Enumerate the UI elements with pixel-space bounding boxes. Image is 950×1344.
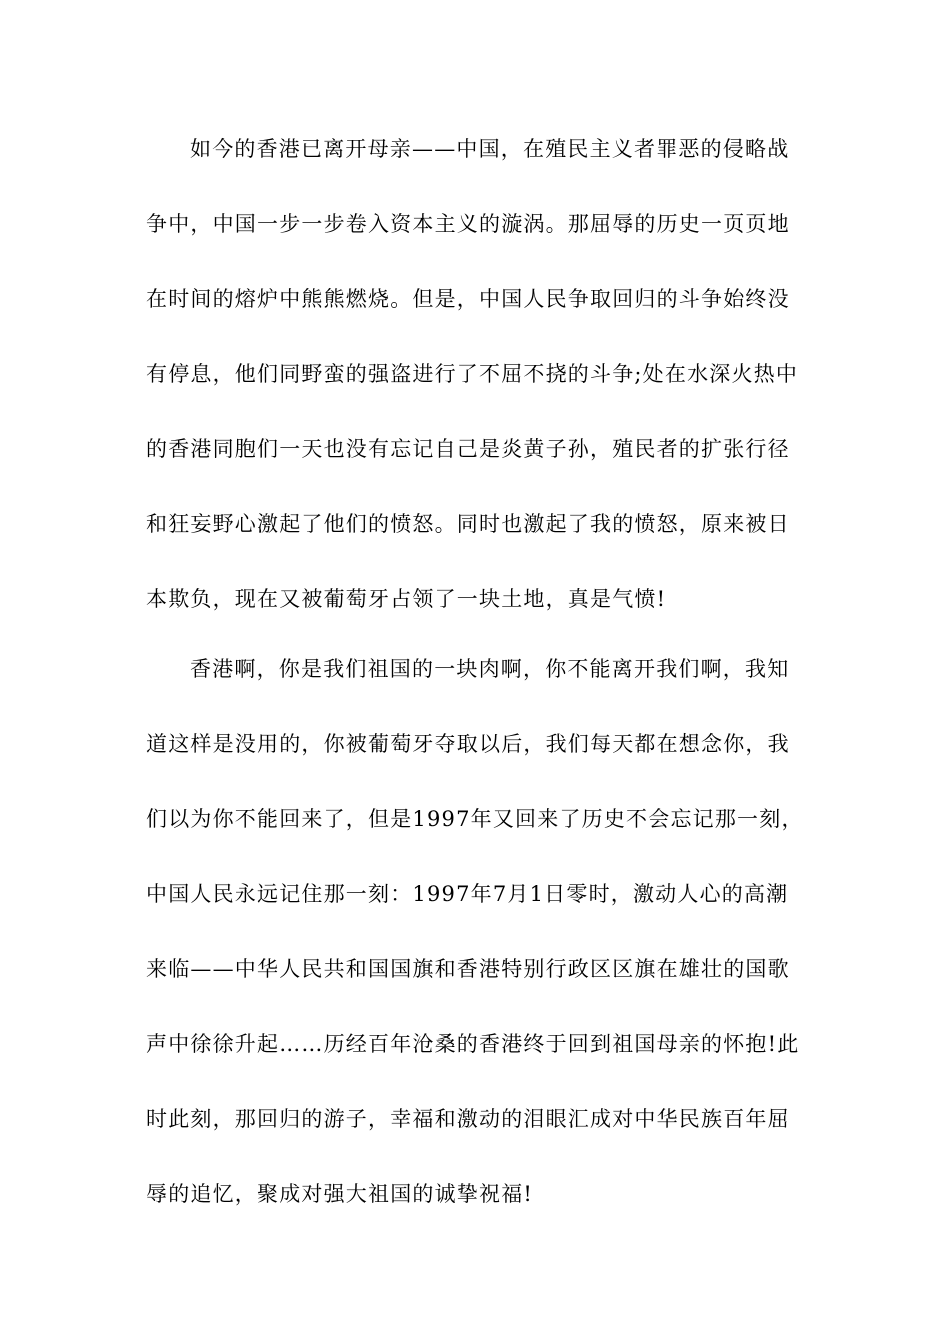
paragraph-line: 的香港同胞们一天也没有忘记自己是炎黄子孙，殖民者的扩张行径 (146, 437, 790, 461)
document-body (146, 128, 806, 1248)
paragraph-2 (146, 648, 806, 1248)
paragraph-line: 时此刻，那回归的游子，幸福和激动的泪眼汇成对中华民族百年屈 (146, 1107, 790, 1131)
paragraph-line: 来临——中华人民共和国国旗和香港特别行政区区旗在雄壮的国歌 (146, 957, 790, 981)
paragraph-1 (146, 128, 806, 648)
paragraph-line: 在时间的熔炉中熊熊燃烧。但是，中国人民争取回归的斗争始终没 (146, 287, 790, 311)
paragraph-line: 香港啊，你是我们祖国的一块肉啊，你不能离开我们啊，我知 (190, 657, 790, 681)
paragraph-line: 中国人民永远记住那一刻：1997年7月1日零时，激动人心的高潮 (146, 882, 789, 906)
paragraph-line: 声中徐徐升起……历经百年沧桑的香港终于回到祖国母亲的怀抱!此 (146, 1032, 800, 1056)
paragraph-line: 如今的香港已离开母亲——中国，在殖民主义者罪恶的侵略战 (190, 137, 790, 161)
paragraph-line: 争中，中国一步一步卷入资本主义的漩涡。那屈辱的历史一页页地 (146, 212, 790, 236)
paragraph-line: 本欺负，现在又被葡萄牙占领了一块土地，真是气愤! (146, 587, 667, 611)
paragraph-line: 道这样是没用的，你被葡萄牙夺取以后，我们每天都在想念你，我 (146, 732, 790, 756)
paragraph-line: 有停息，他们同野蛮的强盗进行了不屈不挠的斗争;处在水深火热中 (146, 362, 799, 386)
paragraph-line: 辱的追忆，聚成对强大祖国的诚挚祝福! (146, 1182, 534, 1206)
paragraph-line: 和狂妄野心激起了他们的愤怒。同时也激起了我的愤怒，原来被日 (146, 512, 790, 536)
paragraph-line: 们以为你不能回来了，但是1997年又回来了历史不会忘记那一刻， (146, 807, 804, 831)
